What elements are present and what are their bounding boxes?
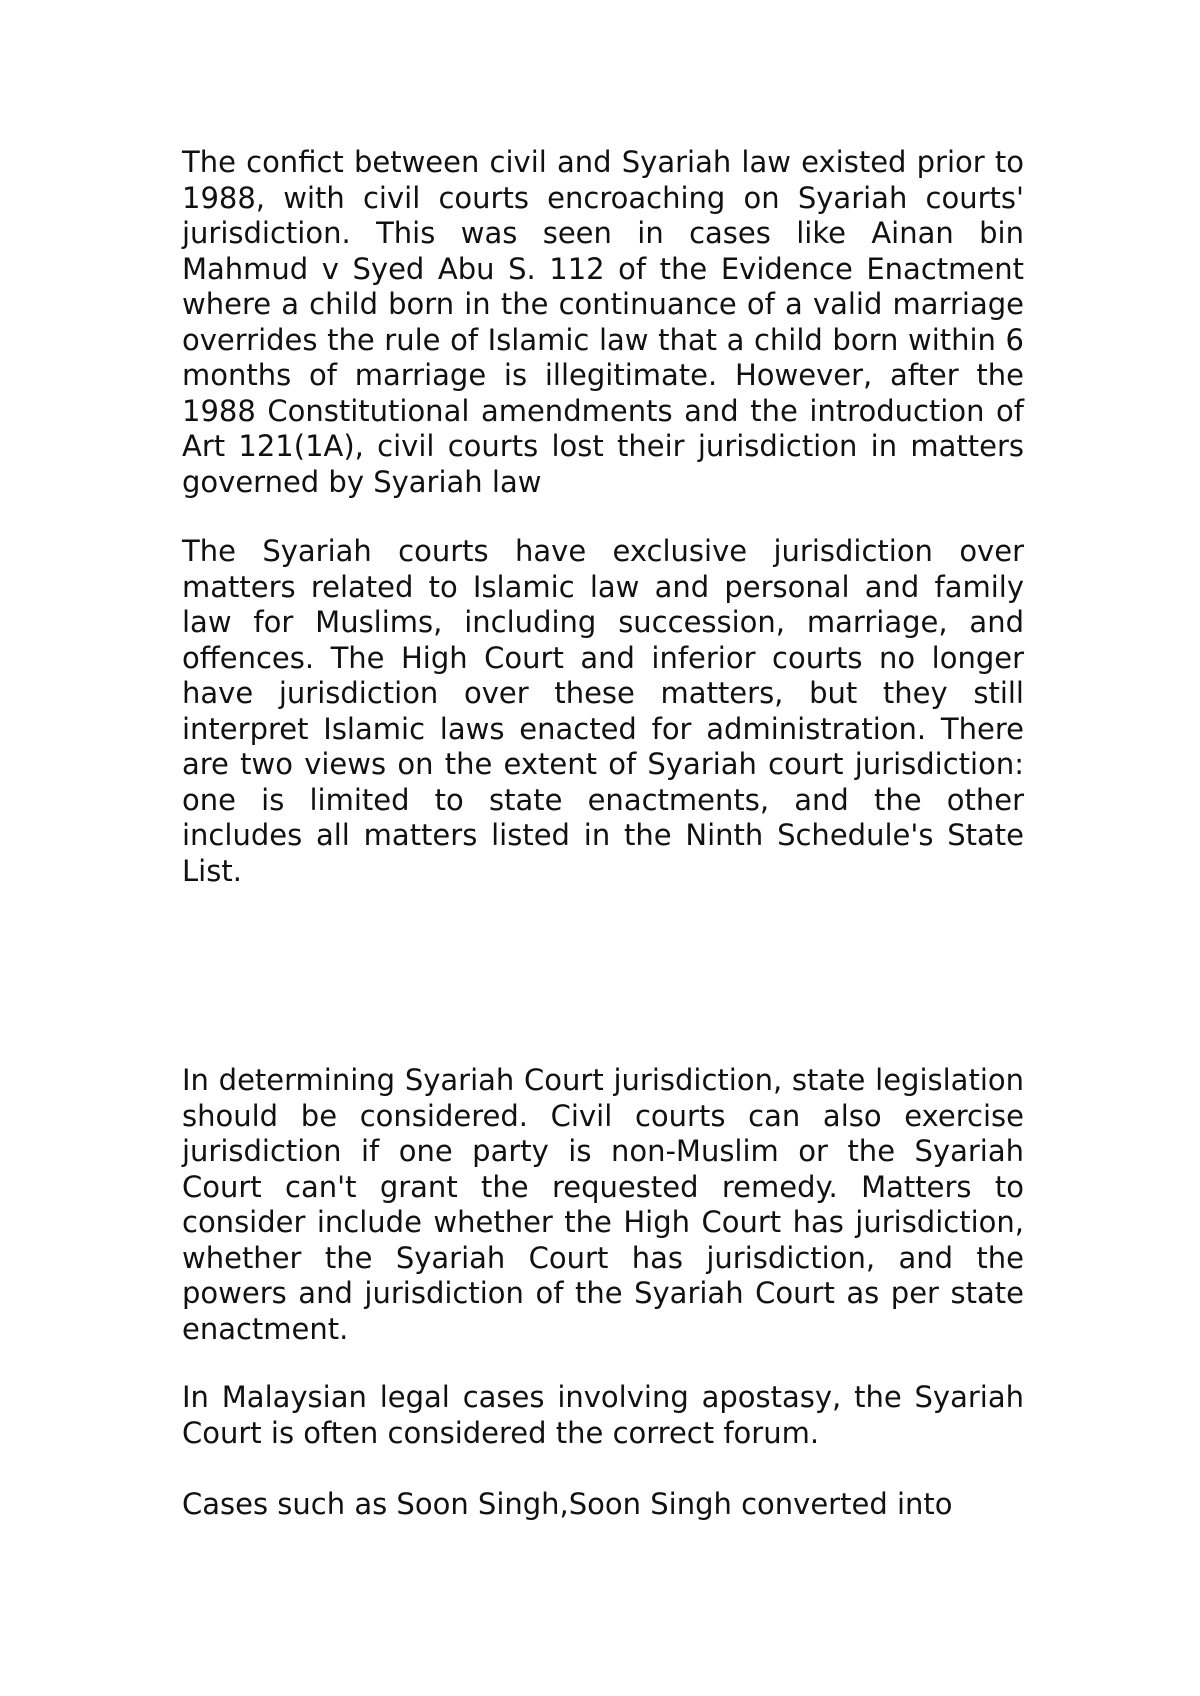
paragraph-conflict-history: The confict between civil and Syariah law existed prior to 1988, with civil courts encroaching on Syariah courts' jurisdiction. This was seen in cases like Ainan bin Mahmud v Syed Abu S. 112 of the Evidence Enactment where a child born in the continuance of a valid marriage overrides the rule of Islamic law that a child born within 6 months of marriage is illegitimate. However, after the 1988 Constitutional amendments and the introduction of Art 121(1A), civil courts lost their jurisdiction in matters governed by Syariah law [182, 145, 1024, 499]
paragraph-cases: Cases such as Soon Singh,Soon Singh converted into [182, 1487, 953, 1521]
paragraph-syariah-jurisdiction: The Syariah courts have exclusive jurisdiction over matters related to Islamic law and personal and family law for Muslims, including succession, marriage, and offences. The High Court and inferior courts no longer have jurisdiction over these matters, but they still interpret Islamic laws enacted for administration. There are two views on the extent of Syariah court jurisdiction: one is limited to state enactments, and the other includes all matters listed in the Ninth Schedule's State List. [182, 534, 1024, 888]
paragraph-apostasy: In Malaysian legal cases involving apostasy, the Syariah Court is often considered the correct forum. [182, 1380, 1024, 1450]
paragraph-determining-jurisdiction: In determining Syariah Court jurisdiction, state legislation should be considered. Civil courts can also exercise jurisdiction if one party is non-Muslim or the Syariah Court can't grant the requested remedy. Matters to consider include whether the High Court has jurisdiction, whether the Syariah Court has jurisdiction, and the powers and jurisdiction of the Syariah Court as per state enactment. [182, 1063, 1024, 1346]
